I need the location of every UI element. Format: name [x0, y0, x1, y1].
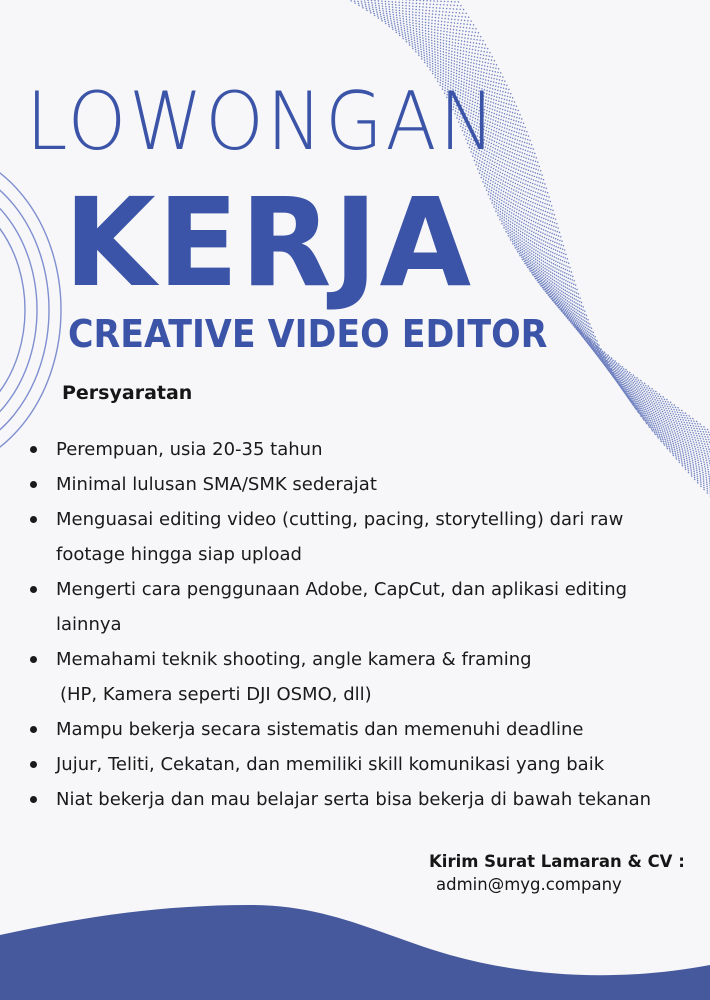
list-item-text-continued: footage hingga siap upload	[56, 544, 302, 565]
list-item-text: Memahami teknik shooting, angle kamera & framing	[56, 649, 532, 670]
bullet-icon	[30, 446, 37, 453]
job-position-title: CREATIVE VIDEO EDITOR	[68, 312, 548, 356]
list-item	[30, 467, 700, 502]
heading-kerja: KERJA	[64, 172, 473, 314]
bullet-icon	[30, 586, 37, 593]
heading-lowongan: LOWONGAN	[26, 75, 498, 168]
list-item	[30, 642, 700, 712]
list-item-text: Menguasai editing video (cutting, pacing, storytelling) dari raw	[56, 509, 624, 530]
list-item-text-continued: lainnya	[56, 614, 122, 635]
list-item-text: Mengerti cara penggunaan Adobe, CapCut, dan aplikasi editing	[56, 579, 628, 600]
bullet-icon	[30, 516, 37, 523]
list-item	[30, 572, 700, 642]
bullet-icon	[30, 796, 37, 803]
contact-label: Kirim Surat Lamaran & CV :	[429, 852, 685, 871]
contact-email: admin@myg.company	[436, 875, 622, 894]
list-item-text: Perempuan, usia 20-35 tahun	[56, 439, 323, 460]
list-item-text: Mampu bekerja secara sistematis dan memenuhi deadline	[56, 719, 584, 740]
requirements-list	[30, 432, 700, 817]
bullet-icon	[30, 761, 37, 768]
list-item	[30, 782, 700, 817]
list-item	[30, 747, 700, 782]
list-item-text: Minimal lulusan SMA/SMK sederajat	[56, 474, 377, 495]
bullet-icon	[30, 481, 37, 488]
list-item	[30, 712, 700, 747]
list-item	[30, 502, 700, 572]
list-item	[30, 432, 700, 467]
requirements-heading: Persyaratan	[62, 382, 193, 404]
bullet-icon	[30, 726, 37, 733]
list-item-text-continued: (HP, Kamera seperti DJI OSMO, dll)	[60, 684, 372, 705]
list-item-text: Niat bekerja dan mau belajar serta bisa bekerja di bawah tekanan	[56, 789, 652, 810]
bullet-icon	[30, 656, 37, 663]
list-item-text: Jujur, Teliti, Cekatan, dan memiliki skill komunikasi yang baik	[56, 754, 605, 775]
